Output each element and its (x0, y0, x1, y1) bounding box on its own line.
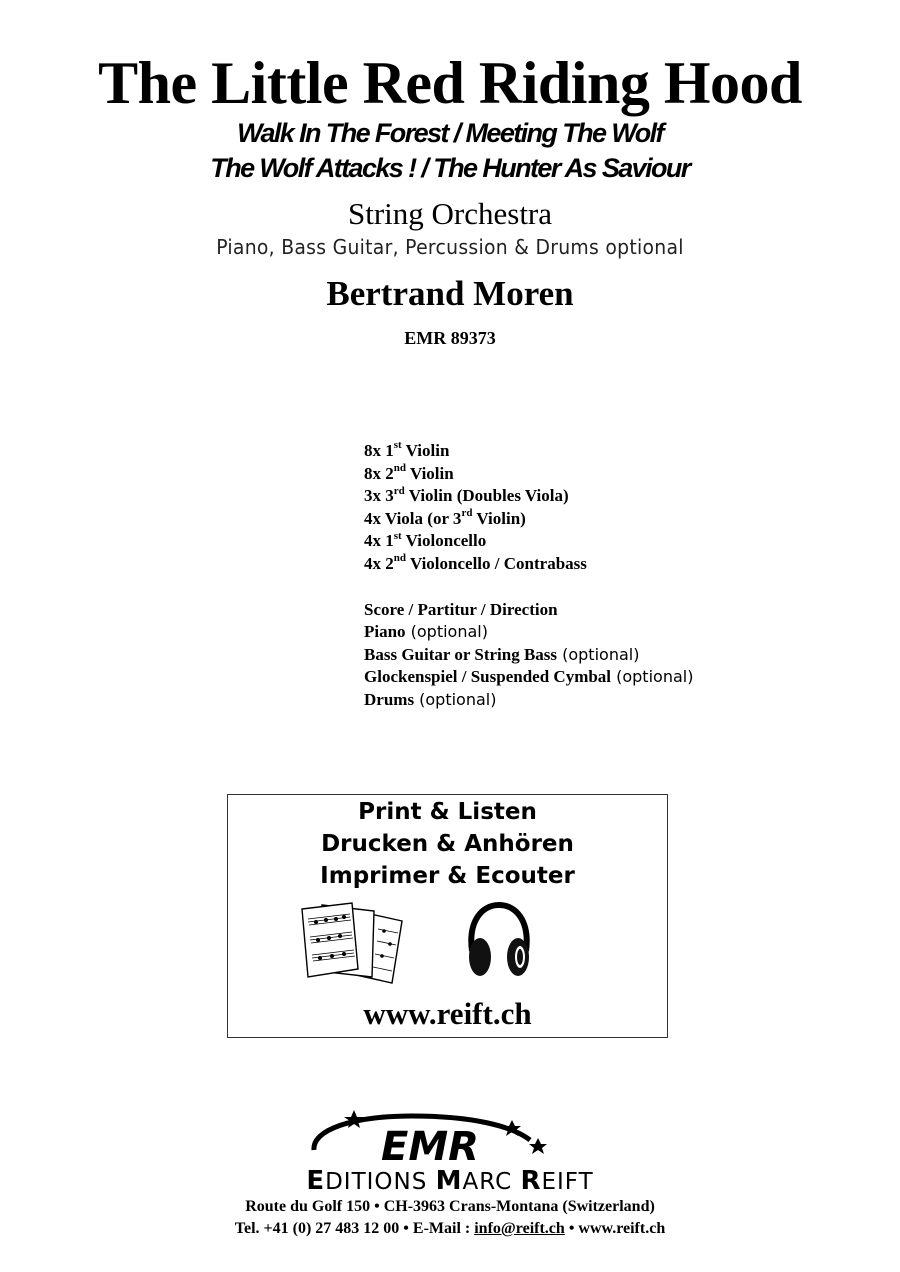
publisher-contact: Tel. +41 (0) 27 483 12 00 • E-Mail : info@reift.ch • www.reift.ch (234, 1220, 666, 1237)
svg-text:EMR: EMR (381, 1124, 479, 1168)
part-line: 4x Viola (or 3rd Violin) (364, 507, 526, 528)
extra-part-line: Score / Partitur / Direction (364, 599, 558, 619)
promo-line-german: Drucken & Anhören (321, 831, 574, 857)
emr-logo (302, 1108, 552, 1168)
part-line: 8x 1st Violin (364, 439, 450, 460)
promo-line-french: Imprimer & Ecouter (320, 863, 575, 889)
part-line: 3x 3rd Violin (Doubles Viola) (364, 484, 569, 506)
extra-part-line: Piano (optional) (364, 622, 488, 642)
extra-part-line: Bass Guitar or String Bass (optional) (364, 644, 640, 664)
publisher-name: EDITIONS MARC REIFT (306, 1166, 594, 1196)
optional-instruments: Piano, Bass Guitar, Percussion & Drums optional (216, 235, 684, 259)
part-line: 4x 1st Violoncello (364, 529, 487, 551)
page-title: The Little Red Riding Hood (98, 50, 802, 116)
headphones-icon (464, 901, 534, 983)
part-line: 4x 2nd Violoncello / Contrabass (364, 552, 587, 573)
publisher-address: Route du Golf 150 • CH-3963 Crans-Montana (Switzerland) (245, 1198, 655, 1215)
promo-line-english: Print & Listen (358, 799, 537, 825)
website-link[interactable]: www.reift.ch (363, 996, 532, 1031)
print-listen-box (227, 794, 668, 1038)
extra-part-line: Glockenspiel / Suspended Cymbal (optional) (364, 667, 694, 687)
part-line: 8x 2nd Violin (364, 461, 454, 483)
catalog-number: EMR 89373 (404, 328, 496, 348)
extra-part-line: Drums (optional) (364, 689, 497, 709)
subtitle-line-2: The Wolf Attacks ! / The Hunter As Saviour (210, 153, 690, 183)
email-link[interactable]: info@reift.ch (474, 1220, 565, 1237)
composer-name: Bertrand Moren (326, 274, 574, 313)
sheet-music-icon (298, 899, 408, 989)
subtitle-line-1: Walk In The Forest / Meeting The Wolf (237, 118, 663, 148)
ensemble-label: String Orchestra (347, 196, 553, 231)
parts-list (364, 440, 693, 712)
